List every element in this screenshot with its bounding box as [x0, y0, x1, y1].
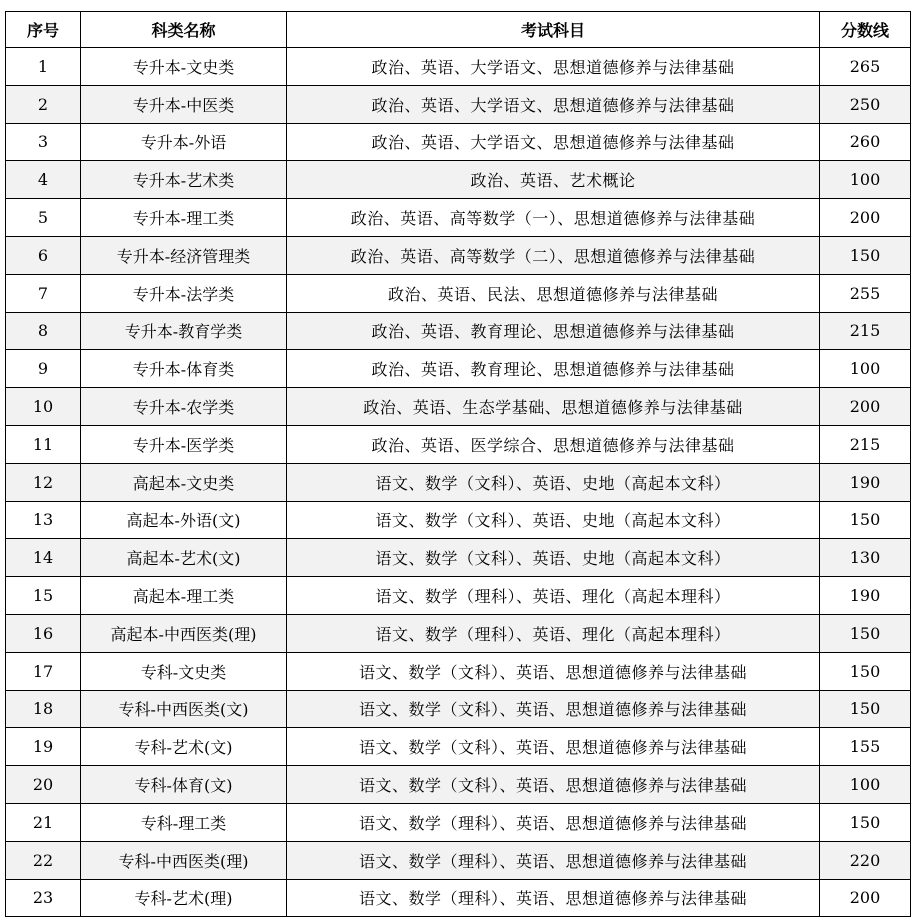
cell-category: 专升本-教育学类 [81, 312, 287, 350]
cell-no: 2 [6, 85, 81, 123]
cell-category: 专升本-艺术类 [81, 161, 287, 199]
table-row [6, 463, 911, 501]
cell-category: 专升本-经济管理类 [81, 236, 287, 274]
cell-score: 190 [820, 463, 911, 501]
cell-subjects: 语文、数学（理科）、英语、思想道德修养与法律基础 [287, 879, 820, 917]
cell-no: 18 [6, 690, 81, 728]
cell-score: 100 [820, 161, 911, 199]
cell-score: 150 [820, 501, 911, 539]
table-row [6, 766, 911, 804]
table-row [6, 652, 911, 690]
cell-no: 17 [6, 652, 81, 690]
table-row [6, 879, 911, 917]
cell-subjects: 语文、数学（理科）、英语、思想道德修养与法律基础 [287, 841, 820, 879]
cell-subjects: 政治、英语、大学语文、思想道德修养与法律基础 [287, 48, 820, 86]
cell-subjects: 政治、英语、大学语文、思想道德修养与法律基础 [287, 85, 820, 123]
score-table-container [5, 11, 911, 917]
header-row [6, 12, 911, 48]
table-row [6, 123, 911, 161]
cell-category: 专升本-医学类 [81, 425, 287, 463]
cell-score: 190 [820, 577, 911, 615]
cell-no: 14 [6, 539, 81, 577]
cell-no: 9 [6, 350, 81, 388]
cell-subjects: 语文、数学（文科）、英语、思想道德修养与法律基础 [287, 652, 820, 690]
table-header [6, 12, 911, 48]
table-row [6, 841, 911, 879]
cell-category: 专科-中西医类(理) [81, 841, 287, 879]
cell-no: 13 [6, 501, 81, 539]
cell-subjects: 政治、英语、高等数学（一）、思想道德修养与法律基础 [287, 199, 820, 237]
cell-subjects: 语文、数学（文科）、英语、思想道德修养与法律基础 [287, 728, 820, 766]
cell-score: 100 [820, 766, 911, 804]
table-row [6, 803, 911, 841]
cell-score: 150 [820, 652, 911, 690]
cell-score: 150 [820, 614, 911, 652]
cell-category: 专升本-理工类 [81, 199, 287, 237]
cell-category: 专科-艺术(文) [81, 728, 287, 766]
cell-score: 215 [820, 312, 911, 350]
table-row [6, 577, 911, 615]
cell-no: 21 [6, 803, 81, 841]
cell-subjects: 语文、数学（文科）、英语、史地（高起本文科） [287, 463, 820, 501]
cell-category: 高起本-文史类 [81, 463, 287, 501]
cell-score: 200 [820, 388, 911, 426]
cell-score: 155 [820, 728, 911, 766]
cell-subjects: 语文、数学（文科）、英语、史地（高起本文科） [287, 501, 820, 539]
cell-subjects: 政治、英语、艺术概论 [287, 161, 820, 199]
cell-no: 11 [6, 425, 81, 463]
cell-no: 10 [6, 388, 81, 426]
cell-category: 高起本-艺术(文) [81, 539, 287, 577]
cell-score: 130 [820, 539, 911, 577]
table-row [6, 161, 911, 199]
cell-category: 专升本-体育类 [81, 350, 287, 388]
cell-no: 22 [6, 841, 81, 879]
cell-subjects: 语文、数学（文科）、英语、思想道德修养与法律基础 [287, 766, 820, 804]
table-row [6, 614, 911, 652]
cell-subjects: 语文、数学（文科）、英语、思想道德修养与法律基础 [287, 690, 820, 728]
cell-no: 16 [6, 614, 81, 652]
table-row [6, 690, 911, 728]
cell-score: 200 [820, 879, 911, 917]
cell-score: 255 [820, 274, 911, 312]
cell-category: 专科-体育(文) [81, 766, 287, 804]
score-table [5, 11, 911, 917]
cell-category: 专升本-法学类 [81, 274, 287, 312]
cell-subjects: 政治、英语、大学语文、思想道德修养与法律基础 [287, 123, 820, 161]
cell-category: 高起本-理工类 [81, 577, 287, 615]
cell-subjects: 语文、数学（理科）、英语、理化（高起本理科） [287, 577, 820, 615]
cell-no: 3 [6, 123, 81, 161]
cell-score: 265 [820, 48, 911, 86]
table-row [6, 350, 911, 388]
cell-score: 220 [820, 841, 911, 879]
table-body [6, 48, 911, 917]
header-no: 序号 [6, 12, 81, 48]
cell-score: 260 [820, 123, 911, 161]
cell-no: 4 [6, 161, 81, 199]
cell-no: 19 [6, 728, 81, 766]
table-row [6, 312, 911, 350]
cell-category: 专科-艺术(理) [81, 879, 287, 917]
cell-category: 专升本-外语 [81, 123, 287, 161]
cell-category: 专升本-中医类 [81, 85, 287, 123]
cell-category: 专科-中西医类(文) [81, 690, 287, 728]
header-subjects: 考试科目 [287, 12, 820, 48]
cell-category: 高起本-外语(文) [81, 501, 287, 539]
cell-score: 200 [820, 199, 911, 237]
cell-score: 250 [820, 85, 911, 123]
cell-score: 150 [820, 690, 911, 728]
cell-score: 150 [820, 236, 911, 274]
cell-no: 1 [6, 48, 81, 86]
table-row [6, 85, 911, 123]
cell-no: 7 [6, 274, 81, 312]
cell-category: 专科-理工类 [81, 803, 287, 841]
cell-no: 12 [6, 463, 81, 501]
cell-no: 20 [6, 766, 81, 804]
table-row [6, 274, 911, 312]
table-row [6, 48, 911, 86]
cell-subjects: 政治、英语、教育理论、思想道德修养与法律基础 [287, 350, 820, 388]
cell-score: 215 [820, 425, 911, 463]
cell-no: 15 [6, 577, 81, 615]
table-row [6, 199, 911, 237]
cell-subjects: 政治、英语、教育理论、思想道德修养与法律基础 [287, 312, 820, 350]
cell-subjects: 政治、英语、高等数学（二）、思想道德修养与法律基础 [287, 236, 820, 274]
cell-category: 专升本-文史类 [81, 48, 287, 86]
table-row [6, 501, 911, 539]
cell-subjects: 语文、数学（理科）、英语、思想道德修养与法律基础 [287, 803, 820, 841]
table-row [6, 388, 911, 426]
cell-subjects: 政治、英语、民法、思想道德修养与法律基础 [287, 274, 820, 312]
cell-category: 专升本-农学类 [81, 388, 287, 426]
cell-subjects: 语文、数学（理科）、英语、理化（高起本理科） [287, 614, 820, 652]
cell-no: 6 [6, 236, 81, 274]
cell-no: 23 [6, 879, 81, 917]
cell-score: 100 [820, 350, 911, 388]
table-row [6, 539, 911, 577]
header-category: 科类名称 [81, 12, 287, 48]
cell-subjects: 政治、英语、生态学基础、思想道德修养与法律基础 [287, 388, 820, 426]
cell-no: 5 [6, 199, 81, 237]
cell-no: 8 [6, 312, 81, 350]
cell-score: 150 [820, 803, 911, 841]
cell-subjects: 政治、英语、医学综合、思想道德修养与法律基础 [287, 425, 820, 463]
table-row [6, 236, 911, 274]
cell-category: 专科-文史类 [81, 652, 287, 690]
header-score: 分数线 [820, 12, 911, 48]
table-row [6, 425, 911, 463]
table-row [6, 728, 911, 766]
cell-category: 高起本-中西医类(理) [81, 614, 287, 652]
cell-subjects: 语文、数学（文科）、英语、史地（高起本文科） [287, 539, 820, 577]
